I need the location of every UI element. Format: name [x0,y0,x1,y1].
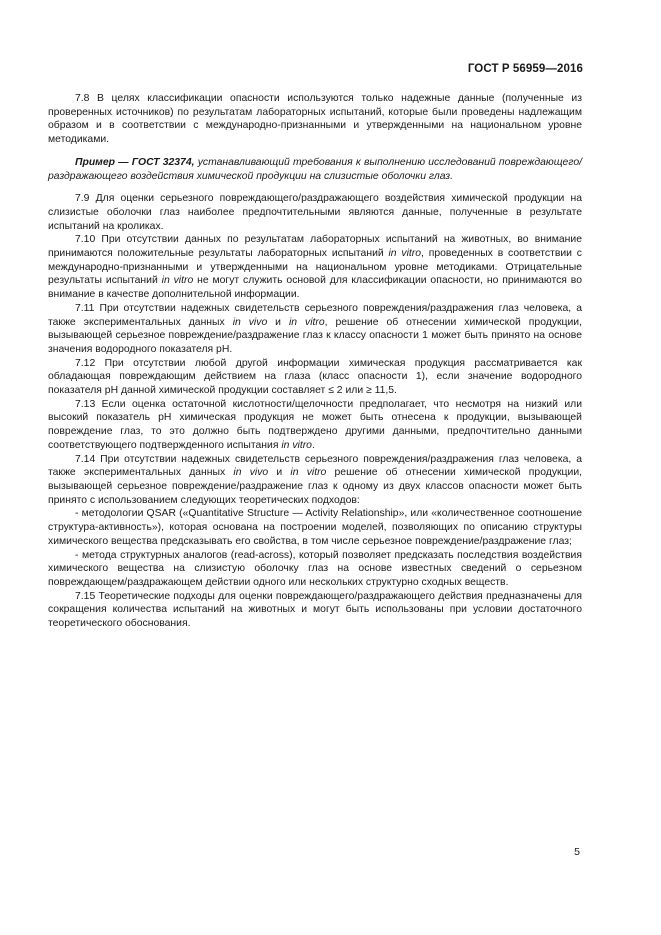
paragraph-7-11 [48,302,582,357]
example-label: Пример — ГОСТ 32374, [75,156,195,168]
paragraph-7-12: 7.12 При отсутствии любой другой информации химическая продукция рассматривается как обладающая повреждающим действием на глаза (класс опасности 1), если значение водородного показателя pH данной химической продукции составляет ≤ 2 или ≥ 11,5. [48,357,582,397]
p714-part-a: 7.14 При отсутствии надежных свидетельств серьезного повреждения/раздражения глаз человека, а также экспериментальных данных [48,453,582,479]
p713-part-b: . [311,439,315,451]
p710-part-c: не могут служить основой для классификации опасности, но принимаются во внимание в качестве дополнительной информации. [48,275,582,301]
in-vitro-term: in vitro [281,439,312,451]
in-vivo-term: in vivo [232,316,268,328]
example-note [48,156,582,183]
in-vivo-term: in vivo [233,467,269,479]
in-vitro-term: in vitro [161,275,194,287]
p711-part-a: 7.11 При отсутствии надежных свидетельств серьезного повреждения/раздражения глаз человека, а также экспериментальных данных [48,302,582,328]
in-vitro-term: in vitro [388,248,422,260]
paragraph-7-13 [48,398,582,453]
list-item-qsar: - методологии QSAR («Quantitative Structure — Activity Relationship», или «количественное соотношение структура-активность»), которая основана на построении моделей, позволяющих по описанию структуры химического вещества предсказывать его свойства, в том числе серьезное повреждение/раздражение глаз; [48,508,582,547]
p713-part-a: 7.13 Если оценка остаточной кислотности/щелочности предполагает, что несмотря на низкий или высокий показатель pH химическая продукция не может быть отнесена к продукции, вызывающей повреждение глаз, то это должно быть подтверждено другими данными, предпочтительно данными соответствующего подтвержденного испытания [48,398,582,451]
paragraph-7-8: 7.8 В целях классификации опасности используются только надежные данные (полученные из проверенных источников) по результатам лабораторных испытаний, которые были проведены надлежащим образом и в соответствии с международно-признанными и утвержденными на национальном уровне методиками. [48,93,582,146]
in-vitro-term: in vitro [288,316,325,328]
example-text: устанавливающий требования к выполнению исследований повреждающего/раздражающего воздействия химической продукции на слизистые оболочки глаз. [48,156,582,182]
paragraph-7-14 [48,453,582,508]
p711-part-b: , решение об отнесении химической продукции, вызывающей серьезное повреждение/раздражение глаз к классу опасности 1 может быть принято на основе значения водородного показателя pH. [48,316,583,355]
p710-part-b: , проведенных в соответствии с международно-признанными и утвержденными на национальном уровне методиками. Отрицательные результаты испытаний [48,248,583,287]
in-vitro-term: in vitro [290,467,327,479]
p710-part-a: 7.10 При отсутствии данных по результатам лабораторных испытаний на животных, во внимание принимаются положительные результаты лабораторных испытаний [48,234,582,260]
document-body [48,92,582,631]
p714-part-b: решение об отнесении химической продукции, вызывающей серьезное повреждение/раздражение глаз к одному из двух классов опасности может быть принято с использованием следующих теоретических подходов: [48,467,583,506]
list-item-read-across: - метода структурных аналогов (read-across), который позволяет предсказать последствия воздействия химического вещества на слизистую оболочку глаз на основе известных сведений о серьезном повреждающем/раздражающем действии одного или нескольких структурно сходных веществ. [48,549,582,588]
document-header-standard: ГОСТ Р 56959—2016 [467,63,583,75]
paragraph-7-10 [48,233,582,302]
paragraph-7-15: 7.15 Теоретические подходы для оценки повреждающего/раздражающего действия предназначены для сокращения количества испытаний на животных и могут быть использованы при условии достаточного теоретического обоснования. [48,590,582,630]
paragraph-7-9: 7.9 Для оценки серьезного повреждающего/раздражающего воздействия химической продукции на слизистые оболочки глаз наиболее предпочтительными являются данные, полученные в результате испытаний на кроликах. [48,193,582,232]
conjunction: и [267,316,289,328]
page-number: 5 [574,846,580,858]
conjunction: и [268,467,291,479]
